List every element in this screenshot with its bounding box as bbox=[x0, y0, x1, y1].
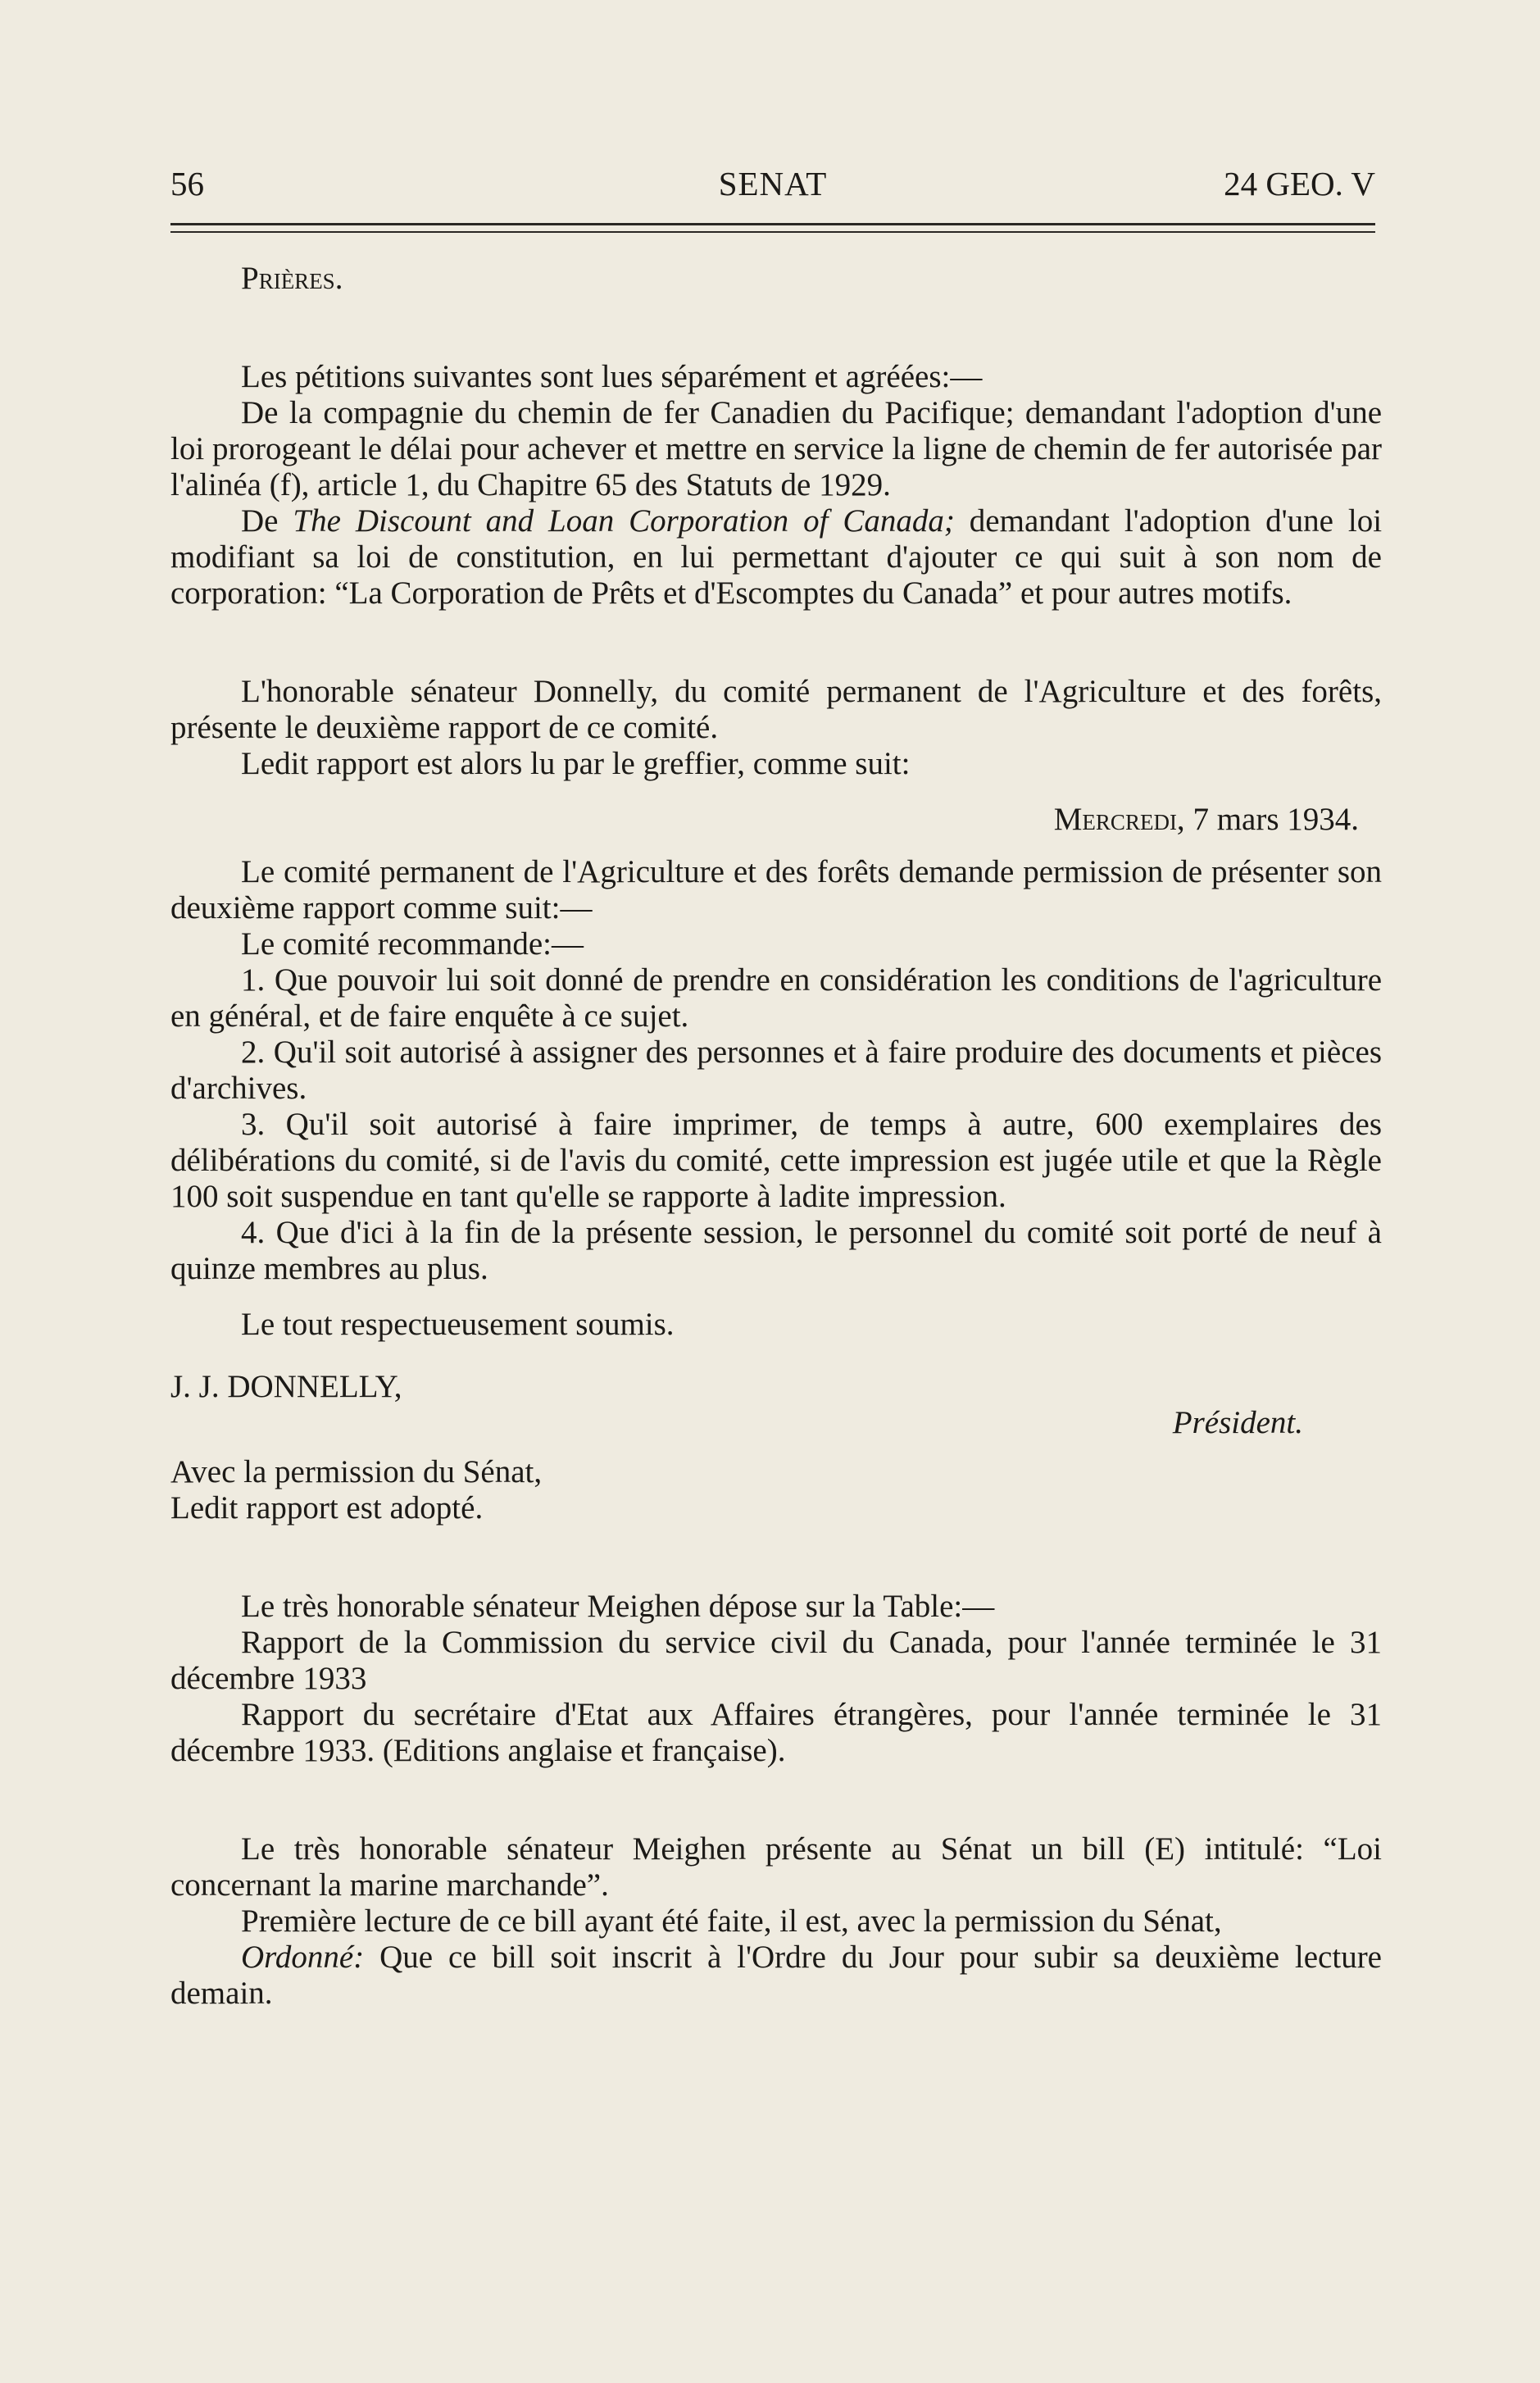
report-item-3: 3. Qu'il soit autorisé à faire imprimer, de temps à autre, 600 exemplaires des délibérations du comité, si de l'avis du comité, cette impression est jugée utile et que la Règle 100 soit suspendue en tant qu'elle se rapporte à ladite impression. bbox=[170, 1107, 1382, 1214]
regnal-year: 24 GEO. V bbox=[1224, 165, 1375, 202]
petition-discount-lead: De bbox=[241, 503, 279, 539]
signer-title: Président. bbox=[1172, 1405, 1303, 1440]
signer-name: J. J. DONNELLY, bbox=[170, 1369, 402, 1404]
bill-ordered-text: Que ce bill soit inscrit à l'Ordre du Jour pour subir sa deuxième lecture demain. bbox=[170, 1940, 1382, 2011]
page-number: 56 bbox=[170, 165, 204, 202]
page-header bbox=[170, 164, 1375, 207]
report-intro: L'honorable sénateur Donnelly, du comité permanent de l'Agriculture et des forêts, présente le deuxième rapport de ce comité. bbox=[170, 674, 1382, 745]
bill-ordered bbox=[170, 1940, 1382, 2012]
bill-reading: Première lecture de ce bill ayant été faite, il est, avec la permission du Sénat, bbox=[241, 1903, 1222, 1939]
report-permission: Avec la permission du Sénat, bbox=[170, 1454, 543, 1489]
document-body bbox=[170, 261, 1382, 2012]
petition-discount-company: The Discount and Loan Corporation of Canada; bbox=[293, 503, 955, 539]
report-date-day: Mercredi, bbox=[1053, 802, 1185, 837]
petition-discount bbox=[170, 503, 1382, 612]
report-date-rest: 7 mars 1934. bbox=[1192, 802, 1359, 837]
tabled-item-1: Rapport de la Commission du service civil du Canada, pour l'année terminée le 31 décembre 1933 bbox=[170, 1625, 1382, 1696]
report-closing: Le tout respectueusement soumis. bbox=[241, 1307, 675, 1342]
report-adopted: Ledit rapport est adopté. bbox=[170, 1490, 484, 1526]
report-recommends: Le comité recommande:— bbox=[241, 926, 584, 962]
tabled-item-2: Rapport du secrétaire d'Etat aux Affaires étrangères, pour l'année terminée le 31 décembre 1933. (Editions anglaise et française). bbox=[170, 1697, 1382, 1768]
petitions-intro: Les pétitions suivantes sont lues séparément et agréées:— bbox=[241, 359, 983, 394]
report-item-4: 4. Que d'ici à la fin de la présente session, le personnel du comité soit porté de neuf à quinze membres au plus. bbox=[170, 1215, 1382, 1286]
bill-ordered-label: Ordonné: bbox=[241, 1940, 365, 1975]
tabled-intro: Le très honorable sénateur Meighen dépose sur la Table:— bbox=[241, 1589, 995, 1624]
prayers-heading: Prières. bbox=[241, 261, 343, 296]
header-rule-thin bbox=[170, 231, 1375, 233]
bill-intro: Le très honorable sénateur Meighen présente au Sénat un bill (E) intitulé: “Loi concernant la marine marchande”. bbox=[170, 1831, 1382, 1903]
petition-cpr: De la compagnie du chemin de fer Canadien du Pacifique; demandant l'adoption d'une loi prorogeant le délai pour achever et mettre en service la ligne de chemin de fer autorisée par l'alinéa (f), article 1, du Chapitre 65 des Statuts de 1929. bbox=[170, 395, 1382, 503]
report-opening: Le comité permanent de l'Agriculture et des forêts demande permission de présenter son deuxième rapport comme suit:— bbox=[170, 854, 1382, 925]
report-date bbox=[170, 802, 1382, 838]
petition-discount-text: demandant l'adoption d'une loi modifiant sa loi de constitution, en lui permettant d'ajouter ce qui suit à son nom de corporation: “La Corporation de Prêts et d'Escomptes du Canada” et pour autres motifs. bbox=[170, 503, 1383, 611]
report-read: Ledit rapport est alors lu par le greffier, comme suit: bbox=[241, 746, 911, 781]
header-rule-thick bbox=[170, 223, 1375, 225]
page-title: SENAT bbox=[718, 165, 828, 202]
report-item-1: 1. Que pouvoir lui soit donné de prendre en considération les conditions de l'agriculture en général, et de faire enquête à ce sujet. bbox=[170, 962, 1382, 1034]
report-item-2: 2. Qu'il soit autorisé à assigner des personnes et à faire produire des documents et pièces d'archives. bbox=[170, 1035, 1382, 1106]
